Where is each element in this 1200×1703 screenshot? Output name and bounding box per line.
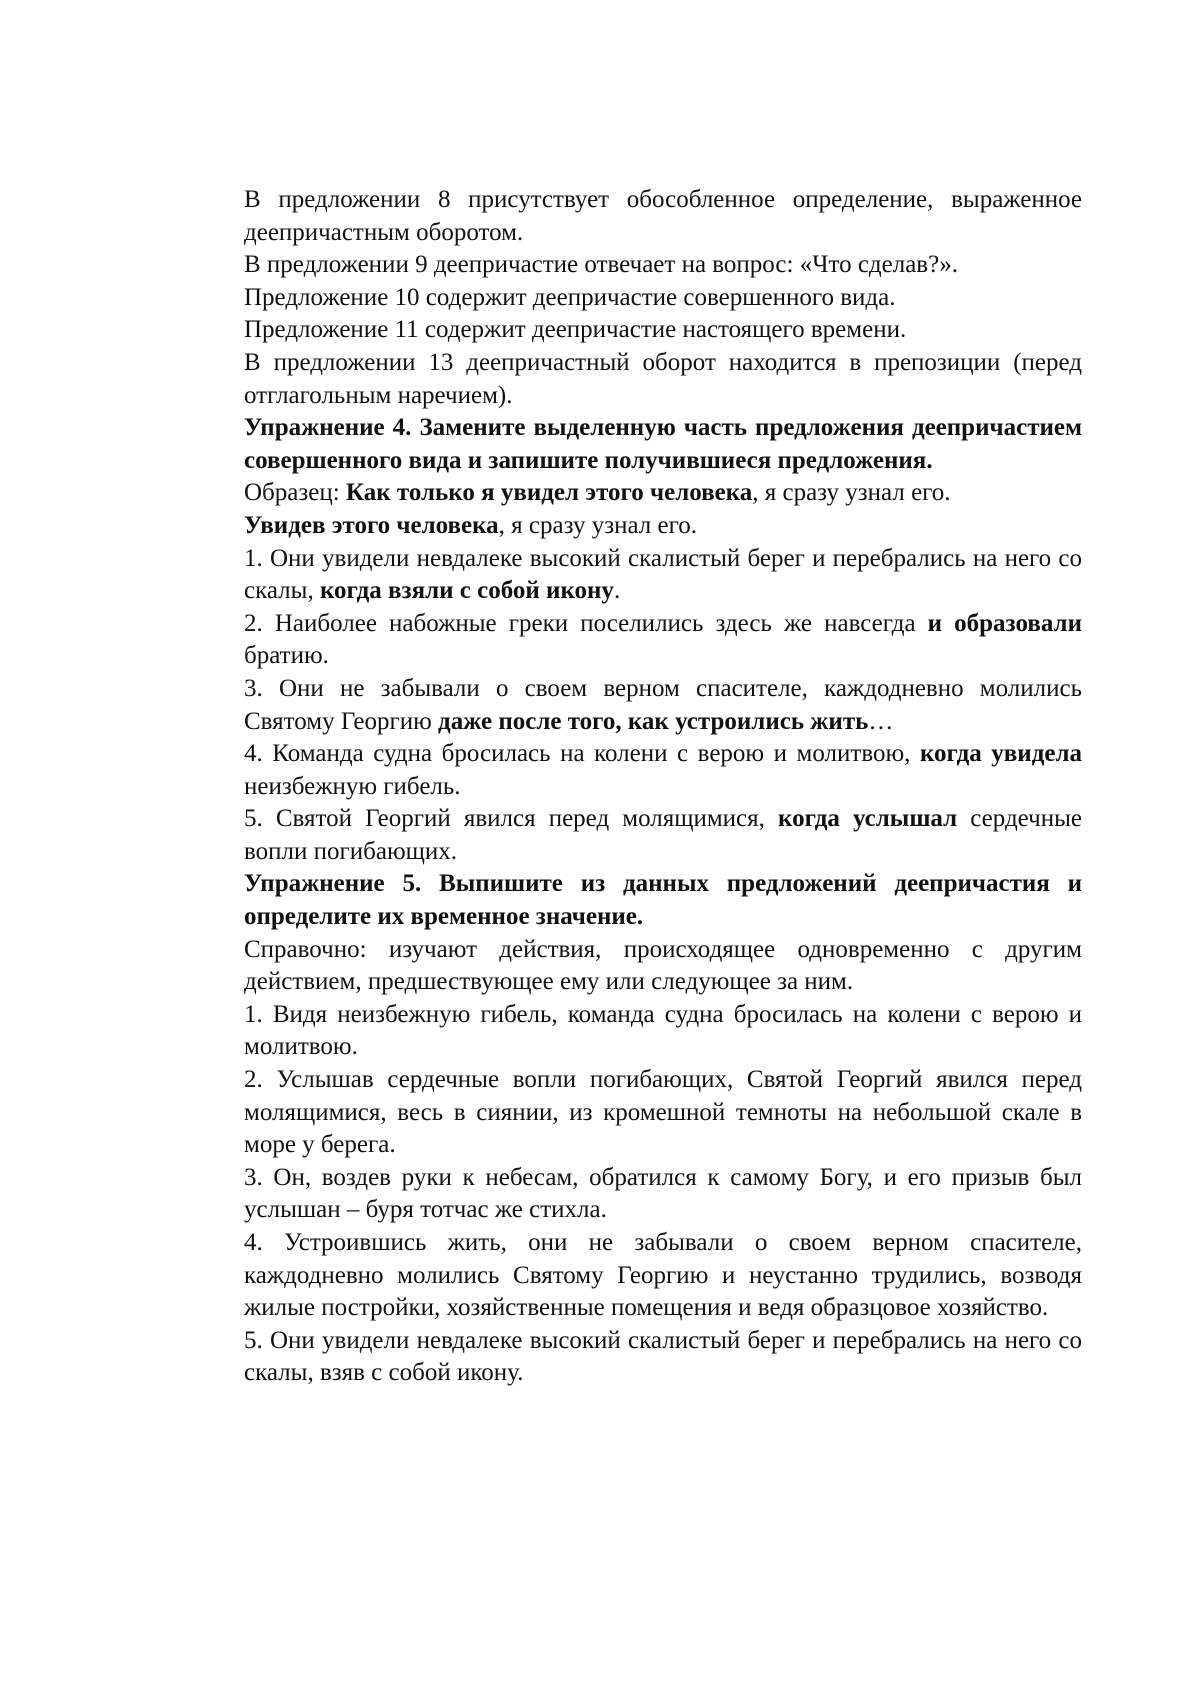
sample-rest: , я сразу узнал его.: [752, 479, 951, 507]
item-highlight: когда взяли с собой икону: [319, 577, 614, 605]
exercise-4-title-text: Упражнение 4. Замените выделенную часть предложения деепричастием совершенного вида и запишите получившиеся предложения.: [244, 414, 1082, 474]
item-text: 5. Святой Георгий явился перед молящимися,: [244, 805, 779, 833]
exercise-4-sample: [244, 477, 1082, 510]
item-text-end: .: [613, 577, 621, 605]
exercise-4-sample-answer: [244, 510, 1082, 543]
statement-9: В предложении 9 деепричастие отвечает на вопрос: «Что сделав?».: [244, 251, 958, 279]
item-highlight: когда услышал: [778, 805, 958, 833]
sample-label: Образец:: [244, 479, 346, 507]
item-text-end: сердечные вопли погибающих.: [244, 805, 1082, 865]
item-highlight: и образовали: [927, 609, 1082, 637]
item-text: 4. Команда судна бросилась на колени с верою и молитвою,: [244, 740, 920, 768]
exercise-5-item-1: 1. Видя неизбежную гибель, команда судна бросилась на колени с верою и молитвою.: [244, 1000, 1082, 1061]
exercise-5-reference: Справочно: изучают действия, происходящее одновременно с другим действием, предшествующее ему или следующее за ним.: [244, 935, 1082, 996]
document-page: [244, 184, 1082, 1390]
exercise-4-item-4: [244, 738, 1082, 803]
item-text: 2. Наиболее набожные греки поселились здесь же навсегда: [244, 609, 928, 637]
exercise-4-title: [244, 412, 1082, 477]
sample-answer-bold: Увидев этого человека: [244, 511, 499, 539]
exercise-5-item-3: 3. Он, воздев руки к небесам, обратился к самому Богу, и его призыв был услышан – буря тотчас же стихла.: [244, 1163, 1082, 1224]
exercise-5-item-2: 2. Услышав сердечные вопли погибающих, Святой Георгий явился перед молящимися, весь в сиянии, из кромешной темноты на небольшой скале в море у берега.: [244, 1066, 1082, 1159]
item-text: 1. Они увидели невдалеке высокий скалистый берег и перебрались на него со скалы,: [244, 544, 1082, 605]
item-text-end: …: [868, 707, 894, 735]
exercise-4-item-3: [244, 673, 1082, 738]
statement-11: Предложение 11 содержит деепричастие настоящего времени.: [244, 316, 907, 344]
sample-bold: Как только я увидел этого человека: [345, 479, 753, 507]
exercise-4-item-5: [244, 803, 1082, 868]
exercise-5-title-text: Упражнение 5. Выпишите из данных предложений деепричастия и определите их временное значение.: [244, 870, 1082, 931]
item-text: 3. Они не забывали о своем верном спасителе, каждодневно молились Святому Георгию: [244, 674, 1082, 735]
item-highlight: когда увидела: [919, 740, 1082, 768]
exercise-4-item-1: [244, 543, 1082, 608]
item-text-end: неизбежную гибель.: [244, 772, 461, 800]
sample-answer-rest: , я сразу узнал его.: [498, 511, 697, 539]
item-highlight: даже после того, как устроились жить: [438, 707, 869, 735]
exercise-5-title: [244, 868, 1082, 933]
statement-10: Предложение 10 содержит деепричастие совершенного вида.: [244, 283, 896, 311]
exercise-5-item-5: 5. Они увидели невдалеке высокий скалистый берег и перебрались на него со скалы, взяв с собой икону.: [244, 1326, 1082, 1387]
exercise-5-item-4: 4. Устроившись жить, они не забывали о своем верном спасителе, каждодневно молились Святому Георгию и неустанно трудились, возводя жилые постройки, хозяйственные помещения и ведя образцовое хозяйство.: [244, 1229, 1082, 1322]
statement-8: В предложении 8 присутствует обособленное определение, выраженное деепричастным оборотом.: [244, 186, 1082, 246]
exercise-4-item-2: [244, 608, 1082, 673]
item-text-end: братию.: [244, 642, 329, 670]
statement-13: В предложении 13 деепричастный оборот находится в препозиции (перед отглагольным наречием).: [244, 348, 1082, 409]
